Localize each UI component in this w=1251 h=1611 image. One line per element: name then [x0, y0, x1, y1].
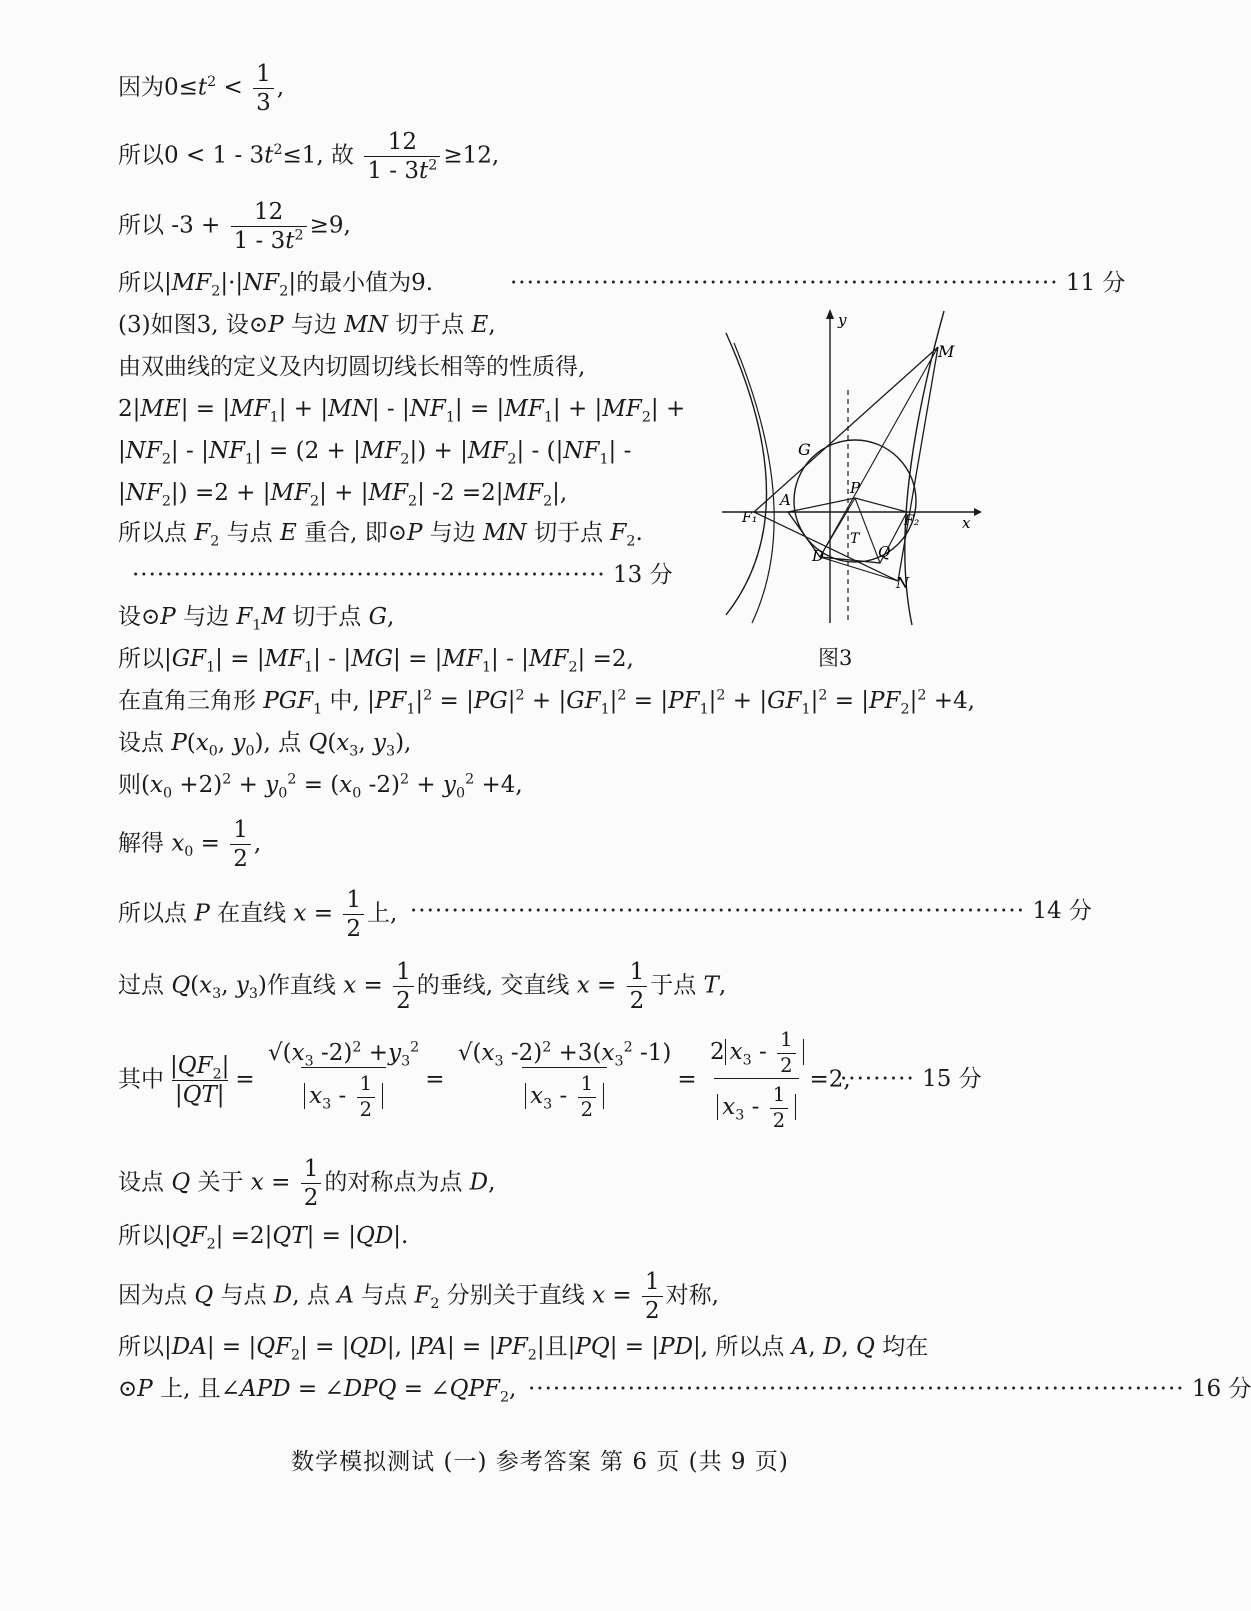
line-7: $2|ME| = |MF_1| + |MN| - |NF_1| = |MF_1| + |MF_2|$ +	[118, 396, 686, 426]
label-F2: F₂	[904, 513, 920, 529]
line-20: 设点 Q 关于 x = $\frac{1}{2}$ 的对称点为点 D,	[118, 1156, 496, 1212]
line-24: ⊙P 上, 且∠APD = ∠DPQ = $\angle QPF_2$,	[118, 1376, 517, 1406]
line-15: 则$(x_0 +2)^2 + y_0^2 = (x_0$ $-2)^2 + y_0^2 +4$,	[118, 771, 523, 802]
hyperbola-left-branch	[734, 343, 774, 623]
line-16: 解得 $x_0$ = $\frac{1}{2}$ ,	[118, 817, 262, 873]
label-G: G	[798, 440, 811, 459]
score-14: ·········································································· 14 分	[410, 898, 1092, 924]
line-19: 其中 $\frac{|QF_2|}{|QT|}$ = $√(x_3$ $-2)^2 +y_3^2$ $x_3$ - $\frac{1}{2}$ = $√(x_3$ $-2)^2 +3(x_3^2$ -1) $x_3$ - $\frac{1}{2}$ = 2 $x_3$ - $\frac{1}{2}$ $x_3$ - $\frac{1}{2}$ =2,	[118, 1028, 851, 1132]
label-Q: Q	[878, 543, 891, 561]
line-18: 过点 $Q(x_3$, $y_3$)作直线 x = $\frac{1}{2}$ 的垂线, 交直线 x = $\frac{1}{2}$ 于点 T,	[118, 959, 727, 1015]
score-13-label: 13 分	[613, 562, 673, 588]
line-2: 所以$0 < 1 - 3t^2\le 1$, 故 $\frac{12}{1 - 3t^2}$ ≥12,	[118, 129, 500, 185]
score-16-label: 16 分	[1191, 1376, 1251, 1402]
line-22: 因为点 Q 与点 D, 点 A 与点 $F_2$ 分别关于直线 x = $\frac{1}{2}$ 对称,	[118, 1269, 719, 1325]
line-14: 设点 $P(x_0$, $y_0$), 点 $Q(x_3$, $y_3$),	[118, 730, 412, 760]
y-axis-arrow	[826, 309, 834, 319]
label-P: P	[850, 479, 861, 497]
page-footer: 数学模拟测试 (一) 参考答案 第 6 页 (共 9 页)	[291, 1449, 789, 1475]
score-11-label: 11 分	[1065, 270, 1126, 296]
line-23: 所以$|DA| = |QF_2| = |QD|$, $|PA| = |PF_2|$且|PQ| = |PD|, 所以点 A, D, Q 均在	[118, 1334, 929, 1364]
line-3: 所以 -3 + $\frac{12}{1 - 3t^2}$ ≥9,	[118, 199, 351, 255]
line-F1-M	[754, 347, 938, 512]
line-6: 由双曲线的定义及内切圆切线长相等的性质得,	[118, 354, 586, 380]
line-9: $|NF_2|) =2 + |MF_2| + |MF_2|$ $-2 =2|MF_2|$,	[118, 480, 568, 510]
score-15-label: 15 分	[922, 1066, 982, 1092]
line-8: $|NF_2| - |NF_1| = (2 + |MF_2|) + |MF_2| - (|NF_1|$ -	[118, 438, 632, 468]
score-11: ·································································· 11 分	[510, 270, 1126, 296]
label-A: A	[780, 491, 791, 509]
label-F1: F₁	[742, 510, 758, 526]
label-M: M	[938, 342, 955, 361]
score-13: ························································· 13 分	[132, 562, 673, 588]
line-4: 所以$|MF_2|\cdot|NF_2|$的最小值为9.	[118, 270, 434, 300]
figure-3	[712, 305, 984, 635]
score-14-label: 14 分	[1032, 898, 1092, 924]
line-5: (3)如图3, 设⊙P 与边 MN 切于点 E,	[118, 312, 496, 338]
line-12: 所以$|GF_1| = |MF_1| - |MG| = |MF_1| - |MF_2| =2$,	[118, 646, 634, 676]
line-21: 所以$|QF_2| =2|QT| = |QD|$.	[118, 1223, 409, 1253]
score-15: ········· 15 分	[840, 1066, 982, 1092]
line-17: 所以点 P 在直线 x = $\frac{1}{2}$ 上,	[118, 887, 398, 943]
line-13: 在直角三角形 $PGF_1$ 中, $|PF_1|^2 = |PG|^2 + |GF_1|^2 = |PF_1|^2 + |GF_1|^2 = |PF_2|^2 +4$,	[118, 687, 975, 718]
line-10: 所以点 $F_2$ 与点 E 重合, 即⊙P 与边 MN 切于点 $F_2$.	[118, 520, 643, 550]
figure-caption: 图3	[818, 646, 853, 670]
x-axis-arrow	[974, 508, 982, 516]
label-D: D	[812, 547, 825, 565]
label-N: N	[896, 574, 910, 592]
label-y: y	[838, 311, 847, 329]
line-11: 设⊙P 与边 $F_1M$ 切于点 G,	[118, 604, 395, 634]
label-x: x	[962, 514, 971, 532]
line-1: 因为$0\le t^2$ < $\frac{1}{3}$ ,	[118, 61, 285, 117]
score-16: ··············································································· 16 分	[528, 1376, 1251, 1402]
label-T: T	[850, 531, 860, 547]
